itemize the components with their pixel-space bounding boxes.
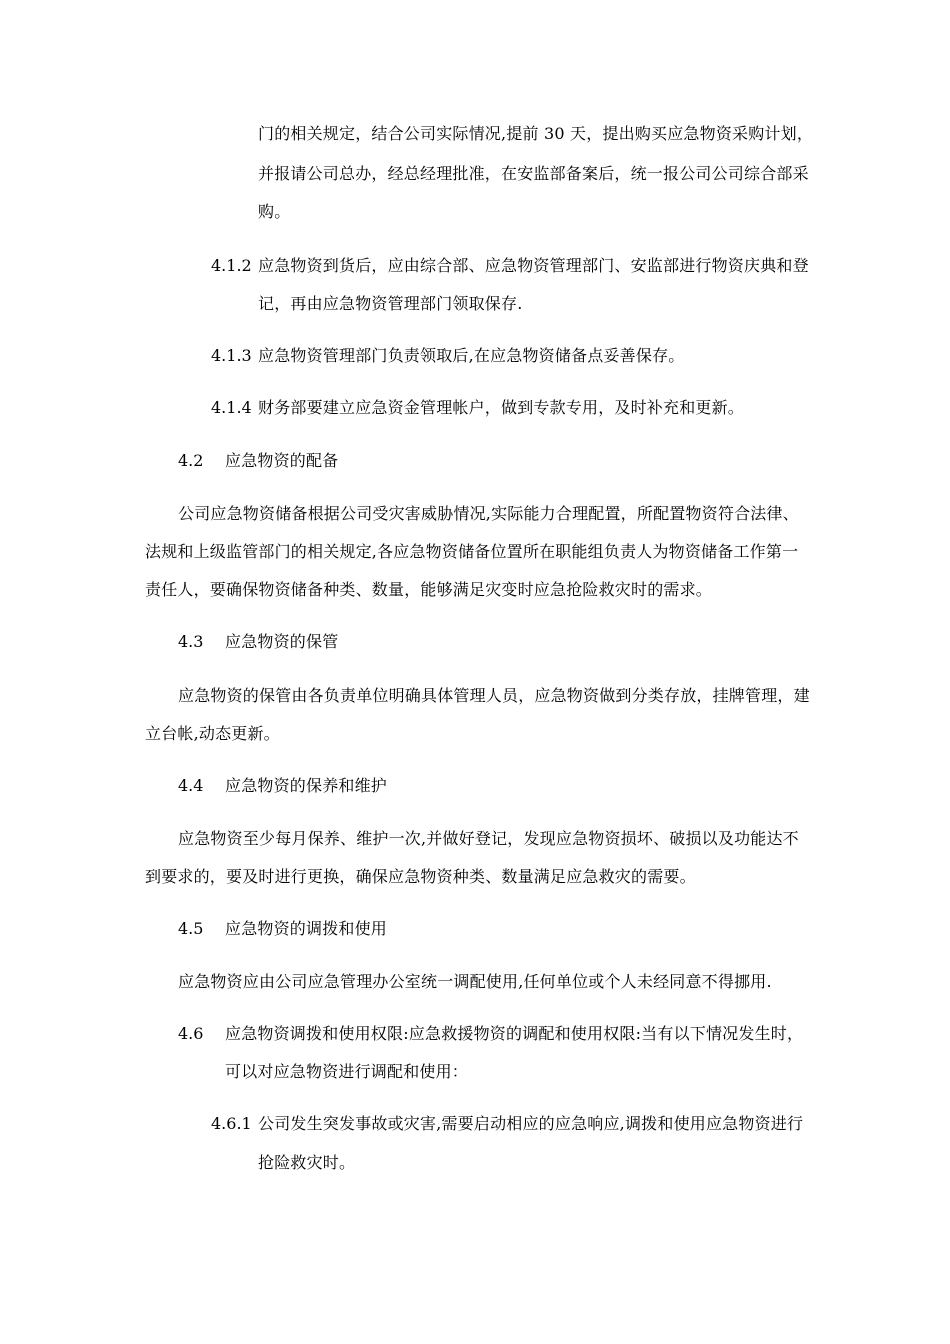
section-number-4-1-4: 4.1.4 — [211, 398, 252, 417]
section-4-4-title: 应急物资的保养和维护 — [225, 776, 388, 795]
section-4-2-body-line-3: 责任人，要确保物资储备种类、数量，能够满足灾变时应急抢险救灾时的需求。 — [145, 580, 713, 599]
intro-line-1: 门的相关规定，结合公司实际情况,提前 30 天，提出购买应急物资采购计划， — [258, 124, 814, 143]
section-4-5-title: 应急物资的调拨和使用 — [225, 919, 388, 938]
section-4-1-4-line-1: 财务部要建立应急资金管理帐户，做到专款专用，及时补充和更新。 — [258, 398, 745, 417]
section-4-1-2-line-1: 应急物资到货后，应由综合部、应急物资管理部门、安监部进行物资庆典和登 — [258, 256, 809, 275]
section-4-1-3-line-1: 应急物资管理部门负责领取后,在应急物资储备点妥善保存。 — [258, 346, 685, 365]
section-4-6-line-1: 应急物资调拨和使用权限:应急救援物资的调配和使用权限:当有以下情况发生时， — [225, 1024, 804, 1043]
section-number-4-3: 4.3 — [178, 632, 204, 651]
section-4-6-1-line-2: 抢险救灾时。 — [258, 1153, 356, 1172]
section-4-4-body-line-2: 到要求的，要及时进行更换，确保应急物资种类、数量满足应急救灾的需要。 — [145, 867, 696, 886]
section-4-2-title: 应急物资的配备 — [225, 451, 339, 470]
section-number-4-6-1: 4.6.1 — [211, 1114, 252, 1133]
section-4-3-title: 应急物资的保管 — [225, 632, 339, 651]
section-4-2-body-line-1: 公司应急物资储备根据公司受灾害威胁情况,实际能力合理配置，所配置物资符合法律、 — [178, 504, 799, 523]
section-4-1-2-line-2: 记，再由应急物资管理部门领取保存. — [258, 294, 523, 313]
section-number-4-1-3: 4.1.3 — [211, 346, 252, 365]
section-number-4-6: 4.6 — [178, 1024, 204, 1043]
section-number-4-2: 4.2 — [178, 451, 204, 470]
intro-line-3: 购。 — [258, 202, 291, 221]
intro-line-2: 并报请公司总办，经总经理批准，在安监部备案后，统一报公司公司综合部采 — [258, 164, 809, 183]
section-4-5-body-line-1: 应急物资应由公司应急管理办公室统一调配使用,任何单位或个人未经同意不得挪用. — [178, 972, 772, 991]
section-4-6-1-line-1: 公司发生突发事故或灾害,需要启动相应的应急响应,调拨和使用应急物资进行 — [258, 1114, 804, 1133]
section-number-4-5: 4.5 — [178, 919, 204, 938]
section-4-3-body-line-1: 应急物资的保管由各负责单位明确具体管理人员，应急物资做到分类存放，挂牌管理，建 — [178, 686, 810, 705]
section-4-2-body-line-2: 法规和上级监管部门的相关规定,各应急物资储备位置所在职能组负责人为物资储备工作第一 — [145, 542, 799, 561]
section-4-6-line-2: 可以对应急物资进行调配和使用： — [225, 1062, 469, 1081]
section-number-4-1-2: 4.1.2 — [211, 256, 252, 275]
section-4-4-body-line-1: 应急物资至少每月保养、维护一次,并做好登记，发现应急物资损坏、破损以及功能达不 — [178, 829, 799, 848]
section-number-4-4: 4.4 — [178, 776, 204, 795]
section-4-3-body-line-2: 立台帐,动态更新。 — [145, 724, 280, 743]
